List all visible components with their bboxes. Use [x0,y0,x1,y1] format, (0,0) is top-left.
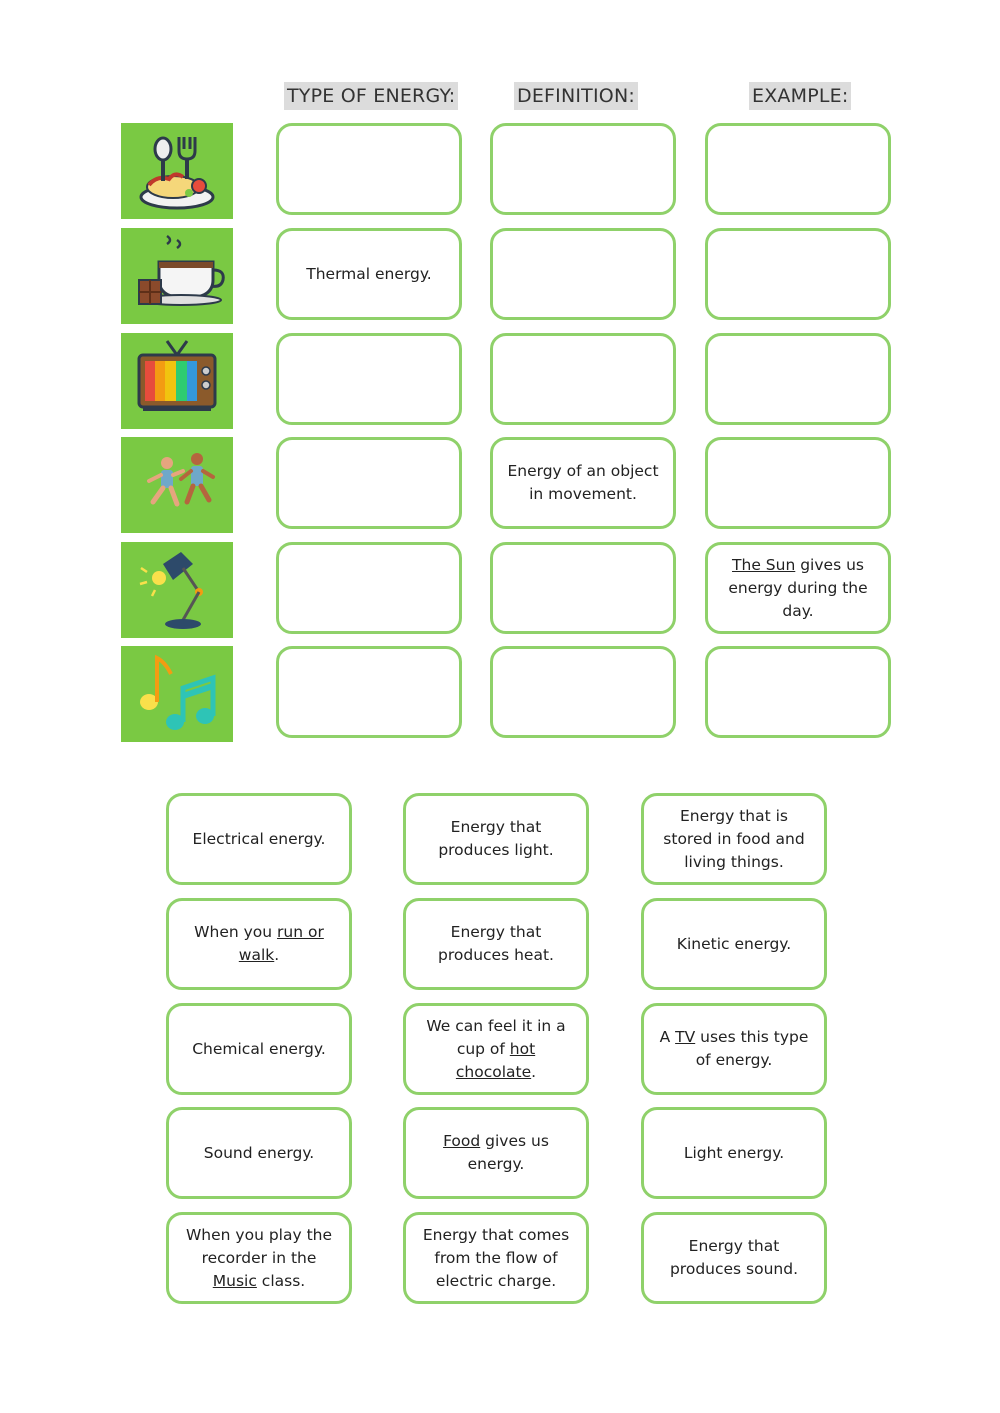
television-icon [121,333,233,429]
card-text-post: class. [256,1271,306,1290]
type-box-5[interactable] [276,542,462,634]
example-box-2[interactable] [705,228,891,320]
card-text-underlined: hot chocolate [455,1039,536,1081]
card-text-pre: When you play the recorder in the [185,1225,333,1267]
example-box-5[interactable] [705,542,891,634]
type-box-1[interactable] [276,123,462,215]
definition-box-4[interactable] [490,437,676,529]
definition-box-5[interactable] [490,542,676,634]
hot-chocolate-cup-icon [121,228,233,324]
card-text-post: . [531,1062,537,1081]
answer-card-light-energy[interactable] [641,1107,827,1199]
answer-card-produces-heat[interactable] [403,898,589,990]
type-box-4[interactable] [276,437,462,529]
answer-card-electrical-energy[interactable] [166,793,352,885]
card-text: Energy that produces sound. [669,1237,799,1278]
answer-card-hot-chocolate[interactable] [403,1003,589,1095]
running-children-icon [121,437,233,533]
food-plate-icon [121,123,233,219]
type-box-2[interactable] [276,228,462,320]
card-text [658,1026,810,1072]
definition-box-6[interactable] [490,646,676,738]
answer-card-chemical-energy[interactable] [166,1003,352,1095]
header-example: EXAMPLE: [749,82,851,110]
answer-card-kinetic-energy[interactable] [641,898,827,990]
header-type-of-energy: TYPE OF ENERGY: [284,82,458,110]
type-box-2-text: Thermal energy. [306,264,432,283]
card-text [183,1224,335,1293]
card-text-pre: We can feel it in a cup of [426,1016,566,1058]
card-text [183,921,335,967]
answer-card-produces-sound[interactable] [641,1212,827,1304]
type-box-3[interactable] [276,333,462,425]
card-text-post: . [274,946,280,964]
answer-card-tv[interactable] [641,1003,827,1095]
card-text-pre: A [659,1028,676,1046]
answer-card-flow-of-charge[interactable] [403,1212,589,1304]
card-text: Energy that produces heat. [438,923,554,964]
card-text: Electrical energy. [192,829,326,848]
desk-lamp-icon [121,542,233,638]
example-box-3[interactable] [705,333,891,425]
card-text-pre: When you [194,923,278,941]
music-notes-icon [121,646,233,742]
answer-card-recorder-music[interactable] [166,1212,352,1304]
example-box-6[interactable] [705,646,891,738]
card-text-underlined: run or walk [238,923,324,964]
card-text-post: gives us energy. [467,1132,549,1173]
card-text-underlined: TV [675,1028,696,1046]
card-text [420,1015,572,1084]
answer-card-produces-light[interactable] [403,793,589,885]
card-text: Sound energy. [203,1143,315,1162]
definition-box-1[interactable] [490,123,676,215]
card-text-underlined: Music [212,1271,257,1290]
example-box-4[interactable] [705,437,891,529]
example-box-1[interactable] [705,123,891,215]
card-text: Energy that produces light. [438,818,554,859]
header-definition: DEFINITION: [514,82,638,110]
card-text: Kinetic energy. [676,934,792,953]
card-text: Light energy. [683,1143,785,1162]
card-text-underlined: Food [443,1132,481,1150]
example-box-5-rest: gives us energy during the day. [728,555,868,620]
answer-card-stored-in-food[interactable] [641,793,827,885]
definition-box-3[interactable] [490,333,676,425]
answer-card-sound-energy[interactable] [166,1107,352,1199]
card-text [420,1130,572,1176]
answer-card-food-gives-energy[interactable] [403,1107,589,1199]
card-text: Energy that is stored in food and living things. [663,806,805,871]
card-text: Chemical energy. [192,1039,326,1058]
type-box-6[interactable] [276,646,462,738]
card-text: Energy that comes from the flow of electric charge. [422,1225,570,1290]
definition-box-2[interactable] [490,228,676,320]
answer-card-run-or-walk[interactable] [166,898,352,990]
card-text-post: uses this type of energy. [695,1028,809,1069]
definition-box-4-text: Energy of an object in movement. [507,462,659,503]
example-box-5-underlined: The Sun [732,555,796,574]
example-box-5-text [722,554,874,623]
